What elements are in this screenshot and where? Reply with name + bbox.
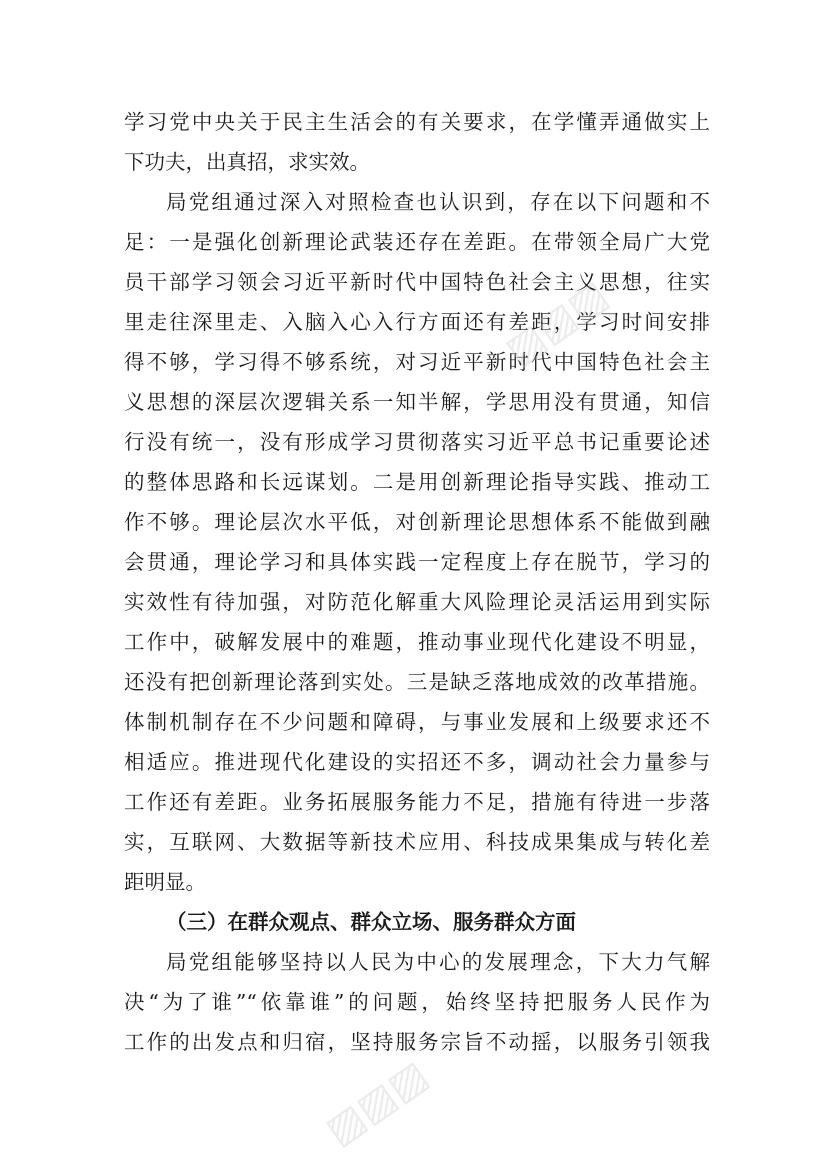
text-line: 决“为了谁”“依靠谁”的问题，始终坚持把服务人民作为 bbox=[124, 990, 710, 1014]
watermark: ▨▨▨ bbox=[497, 271, 617, 375]
text-line: 下功夫，出真招，求实效。 bbox=[124, 150, 370, 174]
text-line: 义思想的深层次逻辑关系一知半解，学思用没有贯通，知信 bbox=[124, 390, 710, 414]
text-line: 实，互联网、大数据等新技术应用、科技成果集成与转化差 bbox=[124, 830, 710, 854]
text-line: 体制机制存在不少问题和障碍，与事业发展和上级要求还不 bbox=[124, 710, 710, 734]
text-line: 实效性有待加强，对防范化解重大风险理论灵活运用到实际 bbox=[124, 590, 710, 614]
text-line: 工作还有差距。业务拓展服务能力不足，措施有待进一步落 bbox=[124, 790, 710, 814]
text-line: 距明显。 bbox=[124, 870, 206, 894]
text-line: 工作的出发点和归宿，坚持服务宗旨不动摇，以服务引领我 bbox=[124, 1030, 710, 1054]
body-text bbox=[124, 102, 710, 1062]
text-line: 得不够，学习得不够系统，对习近平新时代中国特色社会主 bbox=[124, 350, 710, 374]
text-line: 行没有统一，没有形成学习贯彻落实习近平总书记重要论述 bbox=[124, 430, 710, 454]
text-line: 还没有把创新理论落到实处。三是缺乏落地成效的改革措施。 bbox=[124, 670, 710, 694]
text-line: 工作中，破解发展中的难题，推动事业现代化建设不明显， bbox=[124, 630, 710, 654]
text-line: 足：一是强化创新理论武装还存在差距。在带领全局广大党 bbox=[124, 230, 710, 254]
text-line: 员干部学习领会习近平新时代中国特色社会主义思想，往实 bbox=[124, 270, 710, 294]
text-line: 作不够。理论层次水平低，对创新理论思想体系不能做到融 bbox=[124, 510, 710, 534]
text-line: 里走往深里走、入脑入心入行方面还有差距，学习时间安排 bbox=[124, 310, 710, 334]
watermark: ▨▨▨ bbox=[317, 1051, 437, 1155]
text-line: 相适应。推进现代化建设的实招还不多，调动社会力量参与 bbox=[124, 750, 710, 774]
section-heading: （三）在群众观点、群众立场、服务群众方面 bbox=[166, 910, 576, 934]
text-line: 学习党中央关于民主生活会的有关要求，在学懂弄通做实上 bbox=[124, 110, 710, 134]
text-line: 局党组通过深入对照检查也认识到，存在以下问题和不 bbox=[166, 190, 710, 214]
text-line: 局党组能够坚持以人民为中心的发展理念，下大力气解 bbox=[166, 950, 710, 974]
text-line: 会贯通，理论学习和具体实践一定程度上存在脱节，学习的 bbox=[124, 550, 710, 574]
text-line: 的整体思路和长远谋划。二是用创新理论指导实践、推动工 bbox=[124, 470, 710, 494]
